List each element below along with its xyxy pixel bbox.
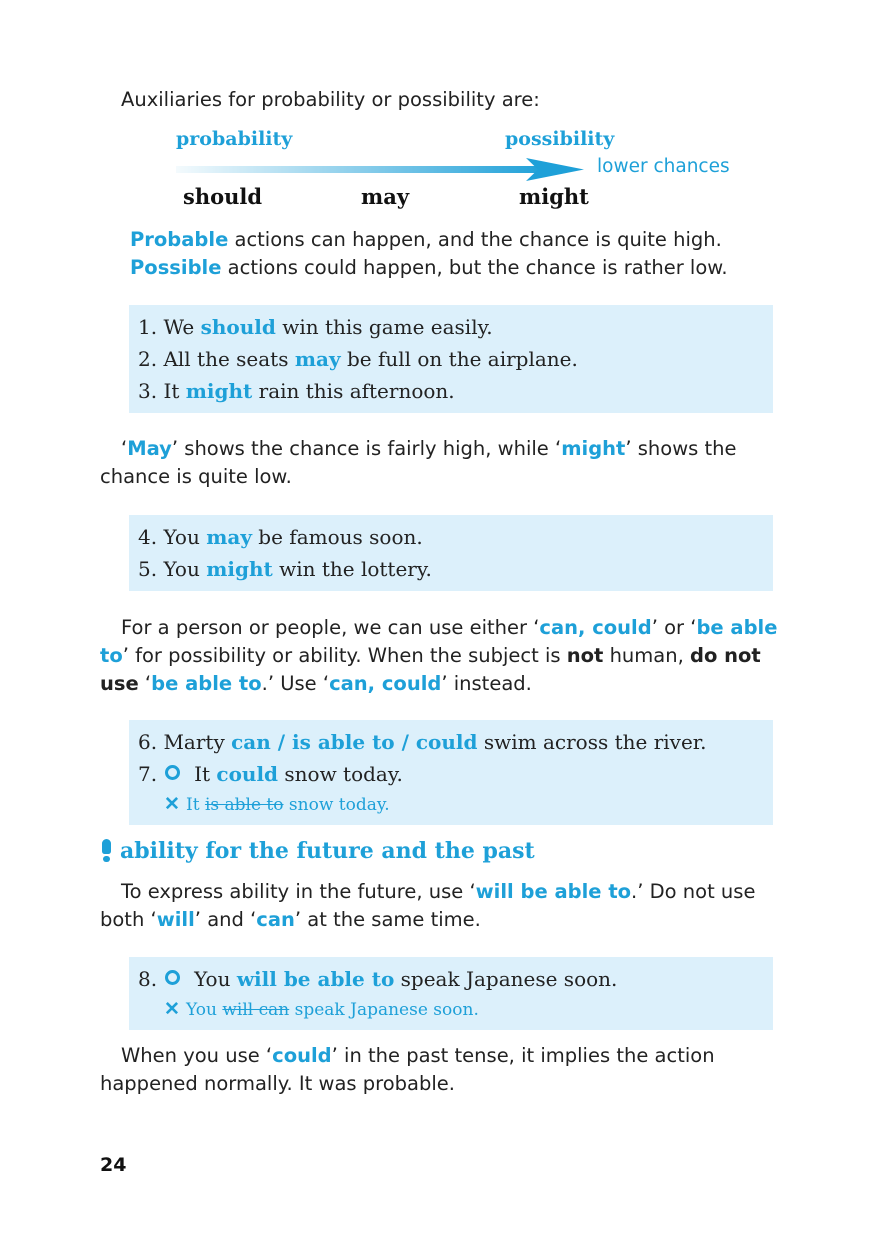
example-number: 6. (138, 730, 164, 754)
example-keyword: might (206, 557, 273, 581)
example-keyword: could (216, 762, 279, 786)
example-text: be famous soon. (251, 525, 423, 549)
struck-text: is able to (204, 795, 284, 815)
keyword-might: might (561, 437, 626, 460)
term-possible: Possible (130, 256, 222, 279)
example-text: snow today. (278, 762, 403, 786)
example-number: 3. (138, 379, 164, 403)
text: ’ shows the chance is quite low. (100, 437, 737, 488)
keyword: can (256, 908, 295, 931)
cross-icon: ✕ (164, 998, 180, 1020)
text: ’ in the past tense, it implies the action happened normally. It was probable. (100, 1044, 715, 1095)
example-keyword: should (200, 315, 276, 339)
example-text: It (163, 379, 186, 403)
keyword: be able to (151, 672, 262, 695)
example-3 (138, 375, 763, 407)
term-probable: Probable (130, 228, 229, 251)
example-1 (138, 311, 763, 343)
example-box-1 (129, 305, 773, 413)
definition-possible (130, 254, 728, 282)
example-6 (138, 726, 763, 758)
text: .’ Use ‘ (261, 672, 330, 695)
example-text: win this game easily. (275, 315, 493, 339)
example-text: Marty (163, 730, 232, 754)
example-4 (138, 521, 763, 553)
lower-chances-note: lower chances (597, 156, 730, 177)
text: ‘ (138, 672, 152, 695)
keyword: be able to (100, 616, 778, 667)
example-text: swim across the river. (477, 730, 707, 754)
paragraph-may-might (100, 435, 780, 491)
example-text: speak Japanese soon. (394, 967, 618, 991)
example-keyword: may (206, 525, 252, 549)
text: ’ and ‘ (194, 908, 257, 931)
possibility-label: possibility (505, 128, 615, 150)
example-text: win the lottery. (272, 557, 432, 581)
example-text: It (186, 795, 205, 815)
example-text: It (194, 762, 217, 786)
example-text: be full on the airplane. (340, 347, 578, 371)
keyword: can, could (329, 672, 442, 695)
example-5 (138, 553, 763, 585)
text: human, (603, 644, 690, 667)
example-box-2 (129, 515, 773, 591)
paragraph-could (100, 1042, 780, 1098)
example-text: We (163, 315, 201, 339)
example-keyword: can / is able to / could (231, 730, 478, 754)
gradient-arrow-icon (176, 157, 586, 183)
probability-label: probability (176, 128, 293, 150)
word-might: might (519, 184, 589, 209)
example-number: 8. (138, 967, 158, 991)
text: ’ or ‘ (651, 616, 697, 639)
bold-text: not (566, 644, 604, 667)
text: To express ability in the future, use ‘ (121, 880, 476, 903)
example-number: 4. (138, 525, 164, 549)
example-keyword: might (185, 379, 253, 403)
definition-text: actions could happen, but the chance is rather low. (221, 256, 728, 279)
example-text: You (163, 525, 207, 549)
example-text: speak Japanese soon. (289, 1000, 479, 1020)
keyword: will (156, 908, 195, 931)
definition-text: actions can happen, and the chance is quite high. (228, 228, 722, 251)
definition-probable (130, 226, 728, 254)
example-2 (138, 343, 763, 375)
incorrect-example-7 (138, 790, 763, 819)
paragraph-future (100, 878, 780, 934)
text: .’ Do not use both ‘ (100, 880, 756, 931)
keyword: will be able to (475, 880, 632, 903)
correct-circle-icon (165, 970, 180, 985)
text: When you use ‘ (121, 1044, 273, 1067)
paragraph-can-could (100, 614, 780, 698)
example-keyword: may (294, 347, 341, 371)
example-text: snow today. (283, 795, 390, 815)
text: ’ instead. (441, 672, 532, 695)
example-text: You (163, 557, 207, 581)
example-text: All the seats (163, 347, 295, 371)
intro-text: Auxiliaries for probability or possibility are: (121, 88, 540, 111)
cross-icon: ✕ (164, 793, 180, 815)
example-keyword: will be able to (236, 967, 395, 991)
example-7 (138, 758, 763, 790)
text: ’ for possibility or ability. When the subject is (122, 644, 567, 667)
text: For a person or people, we can use either ‘ (121, 616, 540, 639)
example-text: rain this afternoon. (252, 379, 455, 403)
example-text: You (194, 967, 237, 991)
example-number: 7. (138, 762, 158, 786)
keyword: could (272, 1044, 332, 1067)
correct-circle-icon (165, 765, 180, 780)
example-number: 5. (138, 557, 164, 581)
example-number: 1. (138, 315, 164, 339)
word-may: may (361, 184, 410, 209)
text: ‘ (121, 437, 128, 460)
example-box-4 (129, 957, 773, 1030)
bold-text: do not use (100, 644, 761, 695)
page-number: 24 (100, 1154, 127, 1176)
keyword: can, could (539, 616, 652, 639)
exclamation-icon (100, 839, 112, 861)
text: ’ shows the chance is fairly high, while ‘ (171, 437, 562, 460)
definitions (130, 226, 728, 282)
section-heading (100, 838, 535, 864)
incorrect-example-8 (138, 995, 763, 1024)
example-8 (138, 963, 763, 995)
keyword-may: May (127, 437, 172, 460)
section-heading-text: ability for the future and the past (120, 838, 535, 864)
example-number: 2. (138, 347, 164, 371)
text: ’ at the same time. (294, 908, 481, 931)
struck-text: will can (222, 1000, 290, 1020)
example-text: You (186, 1000, 223, 1020)
example-box-3 (129, 720, 773, 825)
word-should: should (183, 184, 263, 209)
